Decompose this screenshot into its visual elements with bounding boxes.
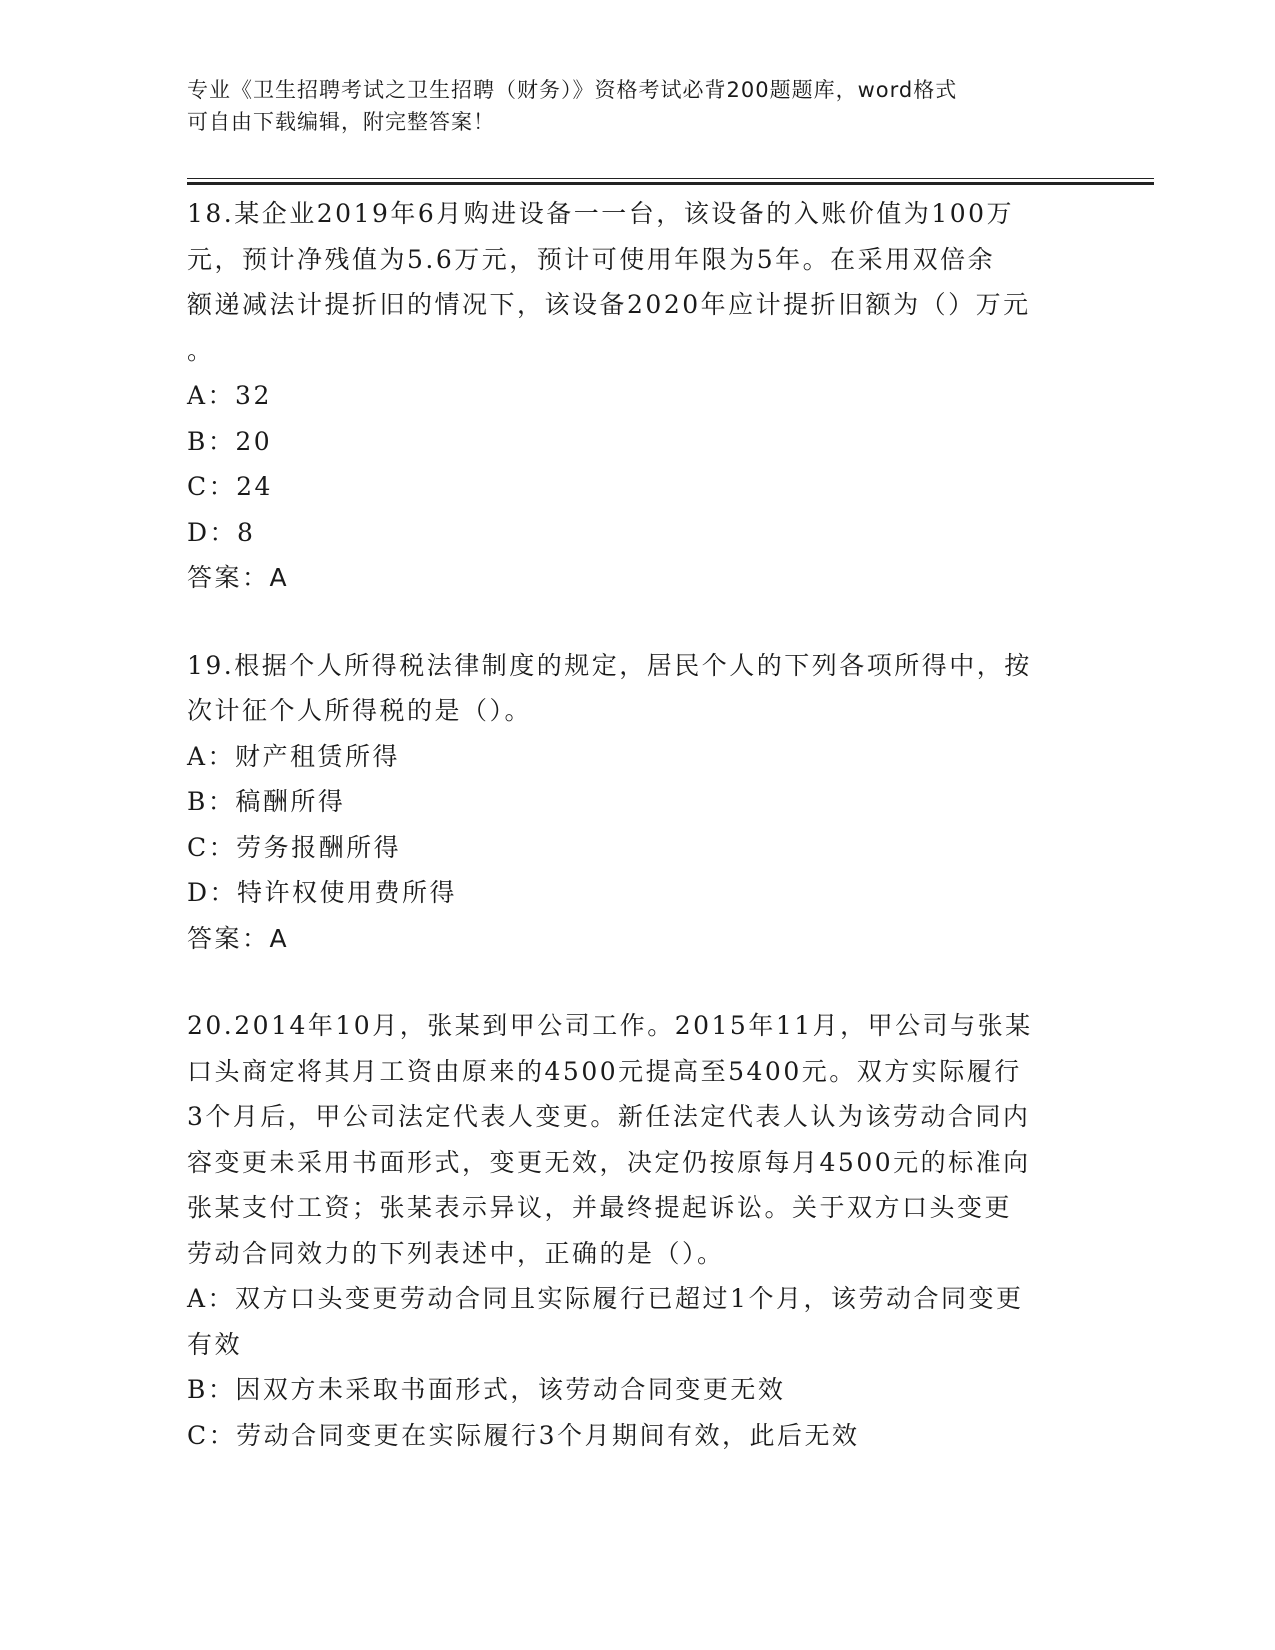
header-divider-thick: [187, 182, 1154, 185]
question-18: [187, 191, 1087, 601]
question-text-line: 元，预计净残值为5.6万元，预计可使用年限为5年。在采用双倍余: [187, 244, 996, 274]
option-a: A：双方口头变更劳动合同且实际履行已超过1个月，该劳动合同变更: [187, 1284, 1024, 1313]
option-b: B：因双方未采取书面形式，该劳动合同变更无效: [187, 1375, 786, 1404]
question-text-line: 额递减法计提折旧的情况下，该设备2020年应计提折旧额为（）万元: [187, 290, 1031, 319]
header-line-2: 可自由下载编辑，附完整答案！: [187, 110, 495, 134]
header-divider-thin: [187, 178, 1154, 179]
question-text-line: 劳动合同效力的下列表述中，正确的是（）。: [187, 1238, 725, 1268]
question-text-line: 18.某企业2019年6月购进设备一一台，该设备的入账价值为100万: [187, 199, 1015, 228]
option-c: C：劳动合同变更在实际履行3个月期间有效，此后无效: [187, 1420, 860, 1450]
question-text-line: 3个月后，甲公司法定代表人变更。新任法定代表人认为该劳动合同内: [187, 1102, 1031, 1131]
question-19: [187, 643, 1087, 962]
answer-line: 答案：A: [187, 563, 290, 592]
answer-line: 答案：A: [187, 923, 290, 953]
header-line-1: 专业《卫生招聘考试之卫生招聘（财务）》资格考试必背200题题库，word格式: [187, 78, 958, 102]
option-a: A：财产租赁所得: [187, 741, 401, 771]
option-a-continued: 有效: [187, 1329, 243, 1359]
question-text-line: 口头商定将其月工资由原来的4500元提高至5400元。双方实际履行: [187, 1056, 1022, 1086]
option-d: D：8: [187, 517, 256, 547]
document-header: [187, 74, 1067, 138]
question-text-line: 容变更未采用书面形式，变更无效，决定仍按原每月4500元的标准向: [187, 1147, 1031, 1177]
option-c: C：24: [187, 472, 273, 501]
option-a: A：32: [187, 381, 272, 410]
option-d: D：特许权使用费所得: [187, 878, 458, 907]
option-b: B：20: [187, 426, 273, 456]
question-20: [187, 1003, 1087, 1458]
question-text-line: 20.2014年10月，张某到甲公司工作。2015年11月，甲公司与张某: [187, 1011, 1033, 1040]
question-text-line: 张某支付工资；张某表示异议，并最终提起诉讼。关于双方口头变更: [187, 1193, 1013, 1222]
option-b: B：稿酬所得: [187, 787, 346, 816]
question-text-line: 次计征个人所得税的是（）。: [187, 696, 533, 725]
option-c: C：劳务报酬所得: [187, 832, 402, 862]
question-text-line: 19.根据个人所得税法律制度的规定，居民个人的下列各项所得中，按: [187, 650, 1032, 680]
question-text-line: 。: [187, 335, 215, 365]
question-list: [187, 191, 1087, 1458]
